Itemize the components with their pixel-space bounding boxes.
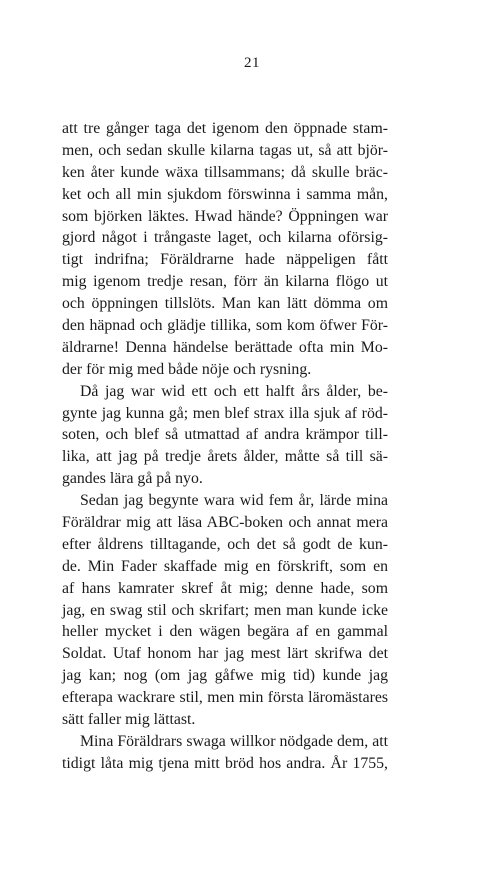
body-text <box>62 118 388 775</box>
text-line: sätt faller mig lättast. <box>62 711 196 729</box>
text-line: och öppningen tillslöts. Man kan lätt dömma om <box>62 295 388 313</box>
text-line: ket och all min sjukdom förswinna i samma mån, <box>62 185 388 203</box>
text-line: efter åldrens tilltagande, och det så godt de kun- <box>62 535 388 553</box>
text-line: att tre gånger taga det igenom den öppnade stam- <box>62 120 388 137</box>
text-line: tidigt låta mig tjena mitt bröd hos andra. År 1755, <box>62 754 388 772</box>
text-line: lika, att jag på tredje årets ålder, måtte så till sä- <box>62 448 388 466</box>
text-line: Soldat. Utaf honom har jag mest lärt skrifwa det <box>62 645 388 663</box>
paragraph <box>62 118 388 381</box>
text-line: Då jag war wid ett och ett halft års ålder, be- <box>80 382 388 400</box>
text-line: gjord något i trångaste laget, och kilarna oförsig- <box>62 229 388 247</box>
text-line: ken åter kunde wäxa tillsammans; då skulle bräc- <box>62 163 388 181</box>
text-line: der för mig med både nöje och rysning. <box>62 360 312 378</box>
text-line: men, och sedan skulle kilarna tagas ut, så att björ- <box>62 141 388 159</box>
text-line: heller mycket i den wägen begära af en gammal <box>62 623 388 641</box>
text-line: den häpnad och glädje tillika, som kom öfwer För- <box>62 317 388 335</box>
page-number: 21 <box>244 55 260 71</box>
text-line: efterapa wackrare stil, men min första läromästares <box>62 689 388 707</box>
text-line: som björken läktes. Hwad hände? Öppningen war <box>62 207 388 225</box>
paragraph <box>62 731 388 775</box>
text-line: äldrarne! Denna händelse berättade ofta min Mo- <box>62 338 388 356</box>
text-line: jag, en swag stil och skrifart; men man kunde icke <box>62 601 388 619</box>
paragraph <box>62 490 388 731</box>
text-line: Sedan jag begynte wara wid fem år, lärde mina <box>80 492 388 510</box>
text-line: af hans kamrater skref åt mig; denne hade, som <box>62 579 388 597</box>
text-line: jag kan; nog (om jag gåfwe mig tid) kunde jag <box>62 667 388 685</box>
text-line: mig igenom tredje resan, förr än kilarna flögo ut <box>62 273 388 291</box>
text-line: soten, och blef så utmattad af andra krämpor till- <box>62 426 388 444</box>
text-line: tigt indrifna; Föräldrarne hade näppeligen fått <box>62 251 388 269</box>
paragraph <box>62 381 388 490</box>
text-line: Mina Föräldrars swaga willkor nödgade dem, att <box>80 732 388 750</box>
text-line: Föräldrar mig att läsa ABC-boken och annat mera <box>62 514 388 532</box>
text-line: gynte jag kunna gå; men blef strax illa sjuk af röd- <box>62 404 388 422</box>
text-line: de. Min Fader skaffade mig en förskrift, som en <box>62 557 388 575</box>
text-line: gandes lära gå på nyo. <box>62 470 203 488</box>
